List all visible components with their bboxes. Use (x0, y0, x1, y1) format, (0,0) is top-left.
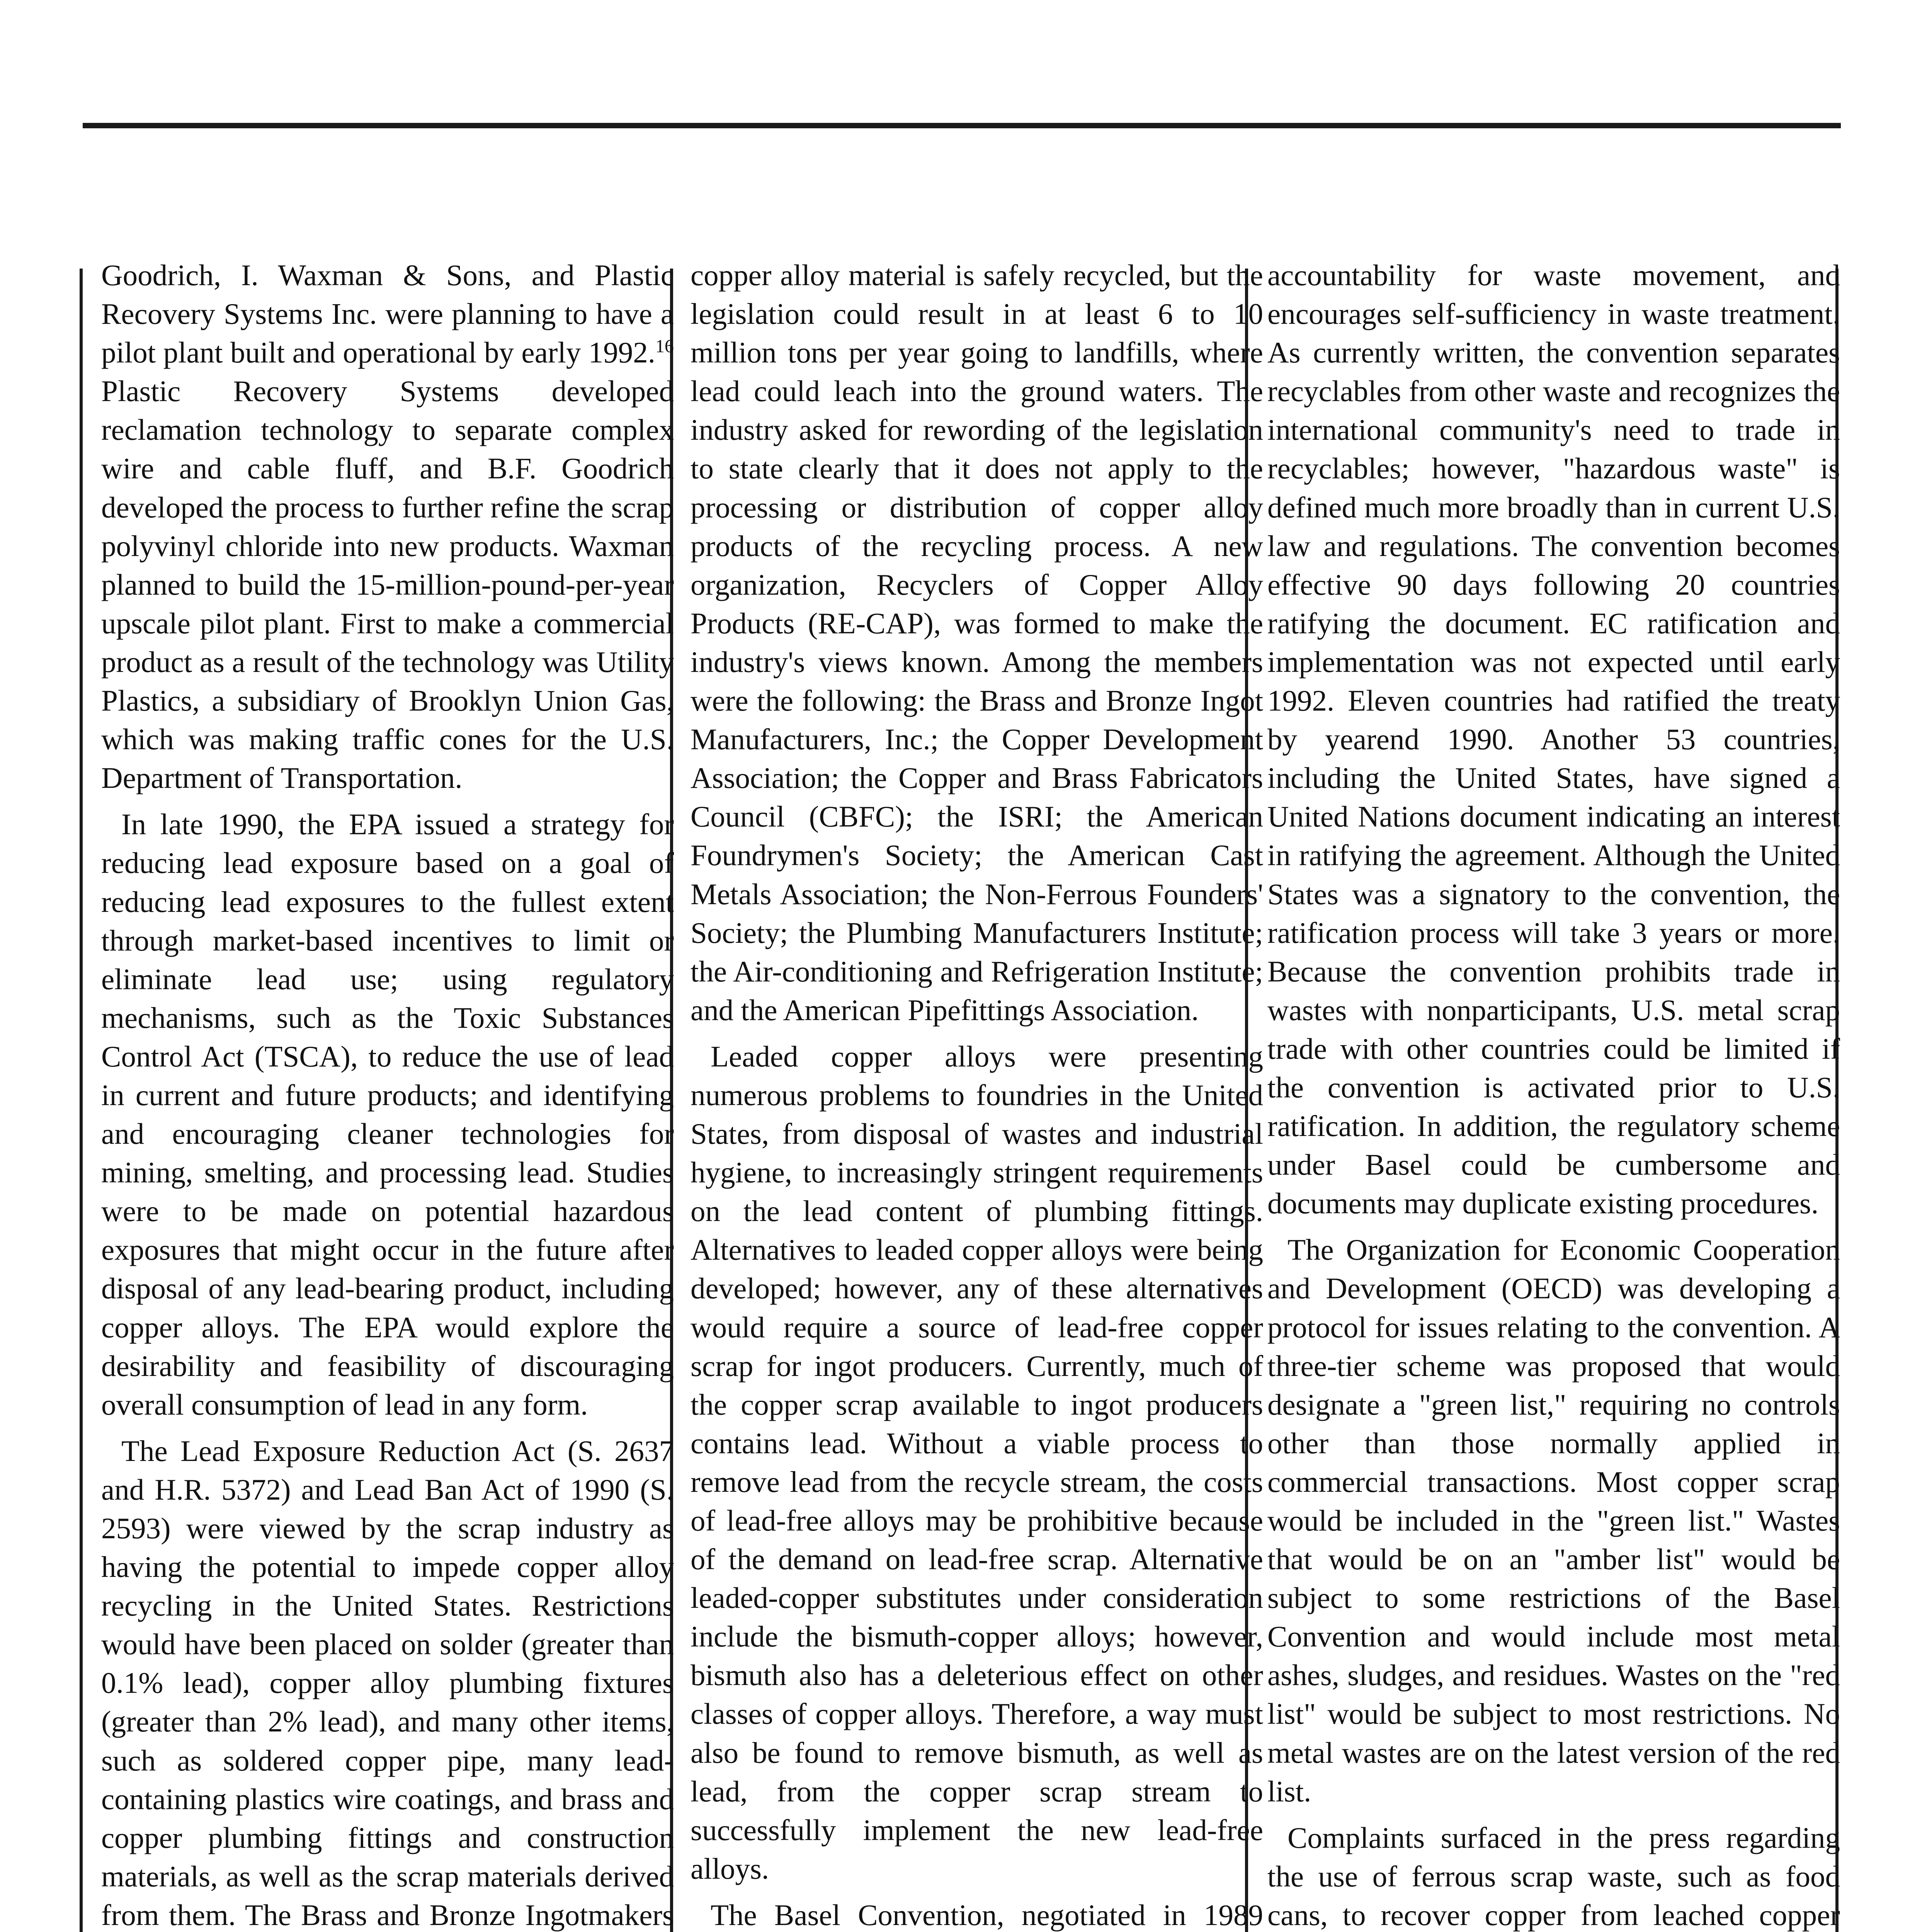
paragraph: The Basel Convention, negotiated in 1989 (711, 1898, 1263, 1932)
column-rule-left (80, 269, 83, 1932)
paragraph-text: Plastic Recovery Systems developed reclamation technology to separate complex wire and cable fluff, and B.F. Goodrich developed the process to further refine the scrap polyvinyl chloride into new products. Waxman planned to build the 15-million-pound-per-year upscale pilot plant. First to make a commercial product as a result of the technology was Utility Plastics, a subsidiary of Brooklyn Union Gas, which was making traffic cones for the U.S. Department of Transportation. (101, 374, 674, 795)
footnote-ref: 16 (655, 336, 674, 357)
header-rule (83, 123, 1841, 128)
paragraph: The Lead Exposure Reduction Act (S. 2637 and H.R. 5372) and Lead Ban Act of 1990 (S. 2593) were viewed by the scrap industry as having the potential to impede copper alloy recycling in the United States. Restrictions would have been placed on solder (greater than 0.1% lead), copper alloy plumbing fixtures (greater than 2% lead), and many other items, such as soldered copper pipe, many lead-containing plastics wire coatings, and brass and copper plumbing fittings and construction materials, as well as the scrap materials derived from them. The Brass and Bronze Ingotmakers (101, 1434, 674, 1932)
paragraph: In late 1990, the EPA issued a strategy for reducing lead exposure based on a goal of reducing lead exposures to the fullest extent through market-based incentives to limit or eliminate lead use; using regulatory mechanisms, such as the Toxic Substances Control Act (TSCA), to reduce the use of lead in current and future products; and identifying and encouraging cleaner technologies for mining, smelting, and processing lead. Studies were to be made on potential hazardous exposures that might occur in the future after disposal of any lead-bearing product, including copper alloys. The EPA would explore the desirability and feasibility of discouraging overall consumption of lead in any form. (101, 808, 674, 1421)
text-column-2 (691, 256, 1263, 1932)
paragraph: accountability for waste movement, and encourages self-sufficiency in waste treatment. As currently written, the convention separates recyclables from other waste and recognizes the international community's need to trade in recyclables; however, "hazardous waste" is defined much more broadly than in current U.S. law and regulations. The convention becomes effective 90 days following 20 countries ratifying the document. EC ratification and implementation was not expected until early 1992. Eleven countries had ratified the treaty by yearend 1990. Another 53 countries, including the United States, have signed a United Nations document indicating an interest in ratifying the agreement. Although the United States was a signatory to the convention, the ratification process will take 3 years or more. Because the convention prohibits trade in wastes with nonparticipants, U.S. metal scrap trade with other countries could be limited if the convention is activated prior to U.S. ratification. In addition, the regulatory scheme under Basel could be cumbersome and documents may duplicate existing procedures. (1267, 259, 1840, 1220)
text-column-1 (101, 256, 674, 1932)
paragraph-text: Goodrich, I. Waxman & Sons, and Plastic Recovery Systems Inc. were planning to have a pilot plant built and operational by early 1992. (101, 259, 674, 369)
paragraph (101, 256, 674, 797)
paragraph: Leaded copper alloys were presenting numerous problems to foundries in the United States, from disposal of wastes and industrial hygiene, to increasingly stringent requirements on the lead content of plumbing fittings. Alternatives to leaded copper alloys were being developed; however, any of these alternatives would require a source of lead-free copper scrap for ingot producers. Currently, much of the copper scrap available to ingot producers contains lead. Without a viable process to remove lead from the recycle stream, the costs of lead-free alloys may be prohibitive because of the demand on lead-free scrap. Alternative leaded-copper substitutes under consideration include the bismuth-copper alloys; however, bismuth also has a deleterious effect on other classes of copper alloys. Therefore, a way must also be found to remove bismuth, as well as lead, from the copper scrap stream to successfully implement the new lead-free alloys. (691, 1039, 1263, 1885)
text-column-3 (1267, 256, 1840, 1932)
paragraph: The Organization for Economic Cooperation and Development (OECD) was developing a protocol for issues relating to the convention. A three-tier scheme was proposed that would designate a "green list," requiring no controls other than those normally applied in commercial transactions. Most copper scrap would be included in the "green list." Wastes that would be on an "amber list" would be subject to some restrictions of the Basel Convention and would include most metal ashes, sludges, and residues. Wastes on the "red list" would be subject to most restrictions. No metal wastes are on the latest version of the red list. (1267, 1233, 1840, 1808)
paragraph: copper alloy material is safely recycled, but the legislation could result in at least 6 to 10 million tons per year going to landfills, where lead could leach into the ground waters. The industry asked for rewording of the legislation to state clearly that it does not apply to the processing or distribution of copper alloy products of the recycling process. A new organization, Recyclers of Copper Alloy Products (RE-CAP), was formed to make the industry's views known. Among the members were the following: the Brass and Bronze Ingot Manufacturers, Inc.; the Copper Development Association; the Copper and Brass Fabricators Council (CBFC); the ISRI; the American Foundrymen's Society; the American Cast Metals Association; the Non-Ferrous Founders' Society; the Plumbing Manufacturers Institute; the Air-conditioning and Refrigeration Institute; and the American Pipefittings Association. (691, 259, 1263, 1027)
paragraph: Complaints surfaced in the press regarding the use of ferrous scrap waste, such as food cans, to recover copper from leached copper (1267, 1821, 1840, 1932)
